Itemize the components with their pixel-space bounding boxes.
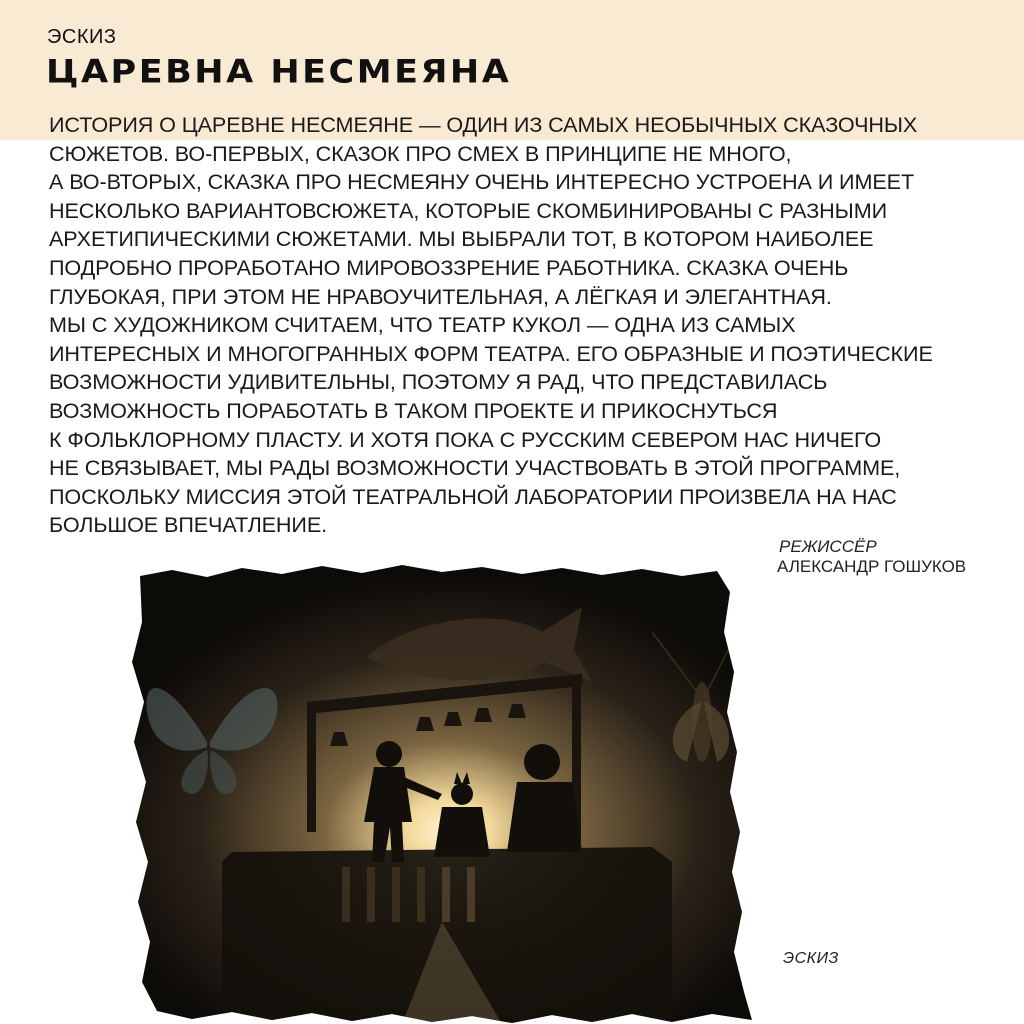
article-line: ВОЗМОЖНОСТИ УДИВИТЕЛЬНЫ, ПОЭТОМУ Я РАД, ЧТО ПРЕДСТАВИЛАСЬ [49, 369, 828, 395]
article-line: БОЛЬШОЕ ВПЕЧАТЛЕНИЕ. [49, 512, 328, 538]
article-line: ПОСКОЛЬКУ МИССИЯ ЭТОЙ ТЕАТРАЛЬНОЙ ЛАБОРАТОРИИ ПРОИЗВЕЛА НА НАС [49, 483, 897, 509]
article-line: ГЛУБОКАЯ, ПРИ ЭТОМ НЕ НРАВОУЧИТЕЛЬНАЯ, А ЛЁГКАЯ И ЭЛЕГАНТНАЯ. [49, 283, 832, 309]
article-line: МЫ С ХУДОЖНИКОМ СЧИТАЕМ, ЧТО ТЕАТР КУКОЛ — ОДНА ИЗ САМЫХ [49, 312, 796, 338]
article-line: А ВО-ВТОРЫХ, СКАЗКА ПРО НЕСМЕЯНУ ОЧЕНЬ ИНТЕРЕСНО УСТРОЕНА И ИМЕЕТ [49, 169, 915, 195]
article-line: ВОЗМОЖНОСТЬ ПОРАБОТАТЬ В ТАКОМ ПРОЕКТЕ И ПРИКОСНУТЬСЯ [49, 397, 778, 423]
article-line: НЕСКОЛЬКО ВАРИАНТОВСЮЖЕТА, КОТОРЫЕ СКОМБИНИРОВАНЫ С РАЗНЫМИ [49, 197, 888, 223]
photo-caption: ЭСКИЗ [783, 950, 839, 967]
credit-name: АЛЕКСАНДР ГОШУКОВ [777, 557, 967, 576]
credit-role: РЕЖИССЁР [779, 537, 877, 556]
puppet-theatre-photo [112, 562, 760, 1024]
article-line: К ФОЛЬКЛОРНОМУ ПЛАСТУ. И ХОТЯ ПОКА С РУССКИМ СЕВЕРОМ НАС НИЧЕГО [49, 426, 882, 452]
balcony-railing [222, 847, 672, 1024]
article-line: ИСТОРИЯ О ЦАРЕВНЕ НЕСМЕЯНЕ — ОДИН ИЗ САМЫХ НЕОБЫЧНЫХ СКАЗОЧНЫХ [49, 112, 918, 137]
article-line: ИНТЕРЕСНЫХ И МНОГОГРАННЫХ ФОРМ ТЕАТРА. ЕГО ОБРАЗНЫЕ И ПОЭТИЧЕСКИЕ [49, 340, 933, 366]
article-line: СЮЖЕТОВ. ВО-ПЕРВЫХ, СКАЗОК ПРО СМЕХ В ПРИНЦИПЕ НЕ МНОГО, [49, 140, 792, 166]
article-line: ПОДРОБНО ПРОРАБОТАНО МИРОВОЗЗРЕНИЕ РАБОТНИКА. СКАЗКА ОЧЕНЬ [49, 254, 849, 280]
article-line: НЕ СВЯЗЫВАЕТ, МЫ РАДЫ ВОЗМОЖНОСТИ УЧАСТВОВАТЬ В ЭТОЙ ПРОГРАММЕ, [49, 455, 901, 481]
kicker-label: ЭСКИЗ [47, 26, 117, 48]
page-title: ЦАРЕВНА НЕСМЕЯНА [46, 54, 512, 91]
article-line: АРХЕТИПИЧЕСКИМИ СЮЖЕТАМИ. МЫ ВЫБРАЛИ ТОТ, В КОТОРОМ НАИБОЛЕЕ [49, 226, 874, 252]
article-body [49, 111, 1009, 540]
